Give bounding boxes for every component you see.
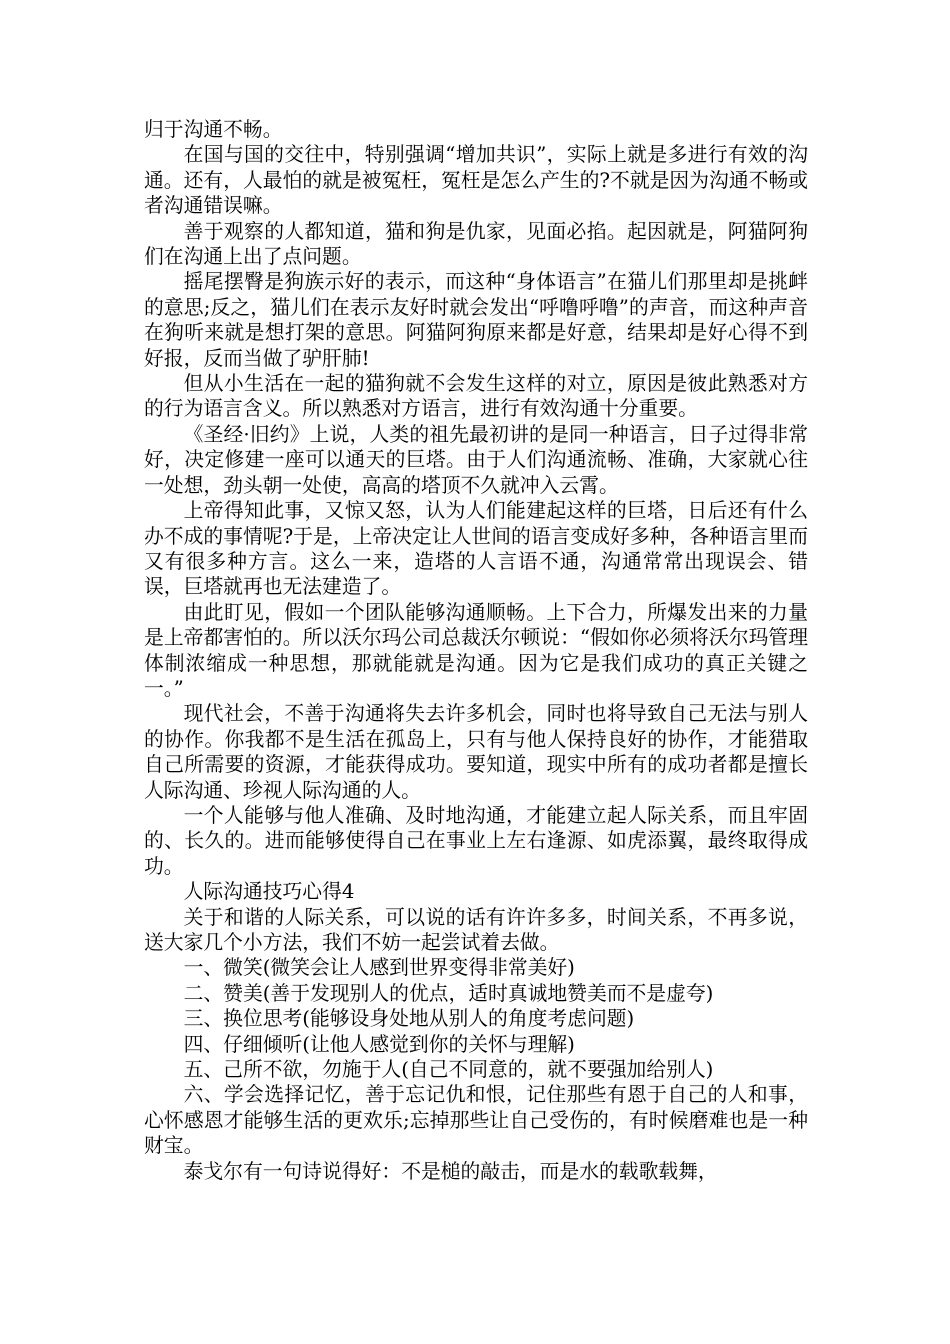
paragraph: 善于观察的人都知道，猫和狗是仇家，见面必掐。起因就是，阿猫阿狗们在沟通上出了点问题。 [144, 219, 808, 269]
paragraph: 《圣经·旧约》上说，人类的祖先最初讲的是同一种语言，日子过得非常好，决定修建一座可以通天的巨塔。由于人们沟通流畅、准确，大家就心往一处想，劲头朝一处使，高高的塔顶不久就冲入云霄。 [144, 422, 808, 497]
list-item: 二、赞美(善于发现别人的优点，适时真诚地赞美而不是虚夸) [183, 981, 714, 1005]
paragraph: 现代社会，不善于沟通将失去许多机会，同时也将导致自己无法与别人的协作。你我都不是生活在孤岛上，只有与他人保持良好的协作，才能猎取自己所需要的资源，才能获得成功。要知道，现实中所有的成功者都是擅长人际沟通、珍视人际沟通的人。 [144, 702, 808, 802]
paragraph: 归于沟通不畅。 [144, 118, 283, 141]
list-item: 五、己所不欲，勿施于人(自己不同意的，就不要强加给别人) [183, 1058, 714, 1082]
paragraph: 关于和谐的人际关系，可以说的话有许许多多，时间关系，不再多说，送大家几个小方法，我们不妨一起尝试着去做。 [144, 905, 808, 954]
section-heading: 人际沟通技巧心得4 [183, 880, 355, 904]
list-item: 六、学会选择记忆，善于忘记仇和恨，记住那些有恩于自己的人和事，心怀感恩才能够生活的更欢乐;忘掉那些让自己受伤的，有时候磨难也是一种财宝。 [144, 1083, 808, 1158]
paragraph: 上帝得知此事，又惊又怒，认为人们能建起这样的巨塔，日后还有什么办不成的事情呢?于是，上帝决定让人世间的语言变成好多种，各种语言里而又有很多种方言。这么一来，造塔的人言语不通，沟通常常出现误会、错误，巨塔就再也无法建造了。 [144, 499, 808, 599]
paragraph: 摇尾摆臀是狗族示好的表示，而这种“身体语言”在猫儿们那里却是挑衅的意思;反之，猫儿们在表示友好时就会发出“呼噜呼噜”的声音，而这种声音在狗听来就是想打架的意思。阿猫阿狗原来都是好意，结果却是好心得不到好报，反而当做了驴肝肺! [144, 270, 808, 370]
list-item: 三、换位思考(能够设身处地从别人的角度考虑问题) [183, 1007, 635, 1031]
paragraph: 一个人能够与他人准确、及时地沟通，才能建立起人际关系，而且牢固的、长久的。进而能够使得自己在事业上左右逢源、如虎添翼，最终取得成功。 [144, 803, 808, 878]
list-item: 一、微笑(微笑会让人感到世界变得非常美好) [183, 956, 575, 980]
paragraph: 泰戈尔有一句诗说得好：不是槌的敲击，而是水的载歌载舞， [183, 1159, 718, 1183]
paragraph: 但从小生活在一起的猫狗就不会发生这样的对立，原因是彼此熟悉对方的行为语言含义。所以熟悉对方语言，进行有效沟通十分重要。 [144, 372, 808, 421]
document-body [144, 117, 808, 1184]
paragraph: 由此盯见，假如一个团队能够沟通顺畅。上下合力，所爆发出来的力量是上帝都害怕的。所以沃尔玛公司总裁沃尔顿说：“假如你必须将沃尔玛管理体制浓缩成一种思想，那就能就是沟通。因为它是我们成功的真正关键之一。” [144, 600, 808, 700]
paragraph: 在国与国的交往中，特别强调“增加共识”，实际上就是多进行有效的沟通。还有，人最怕的就是被冤枉，冤枉是怎么产生的?不就是因为沟通不畅或者沟通错误嘛。 [144, 143, 808, 218]
list-item: 四、仔细倾听(让他人感觉到你的关怀与理解) [183, 1032, 575, 1056]
